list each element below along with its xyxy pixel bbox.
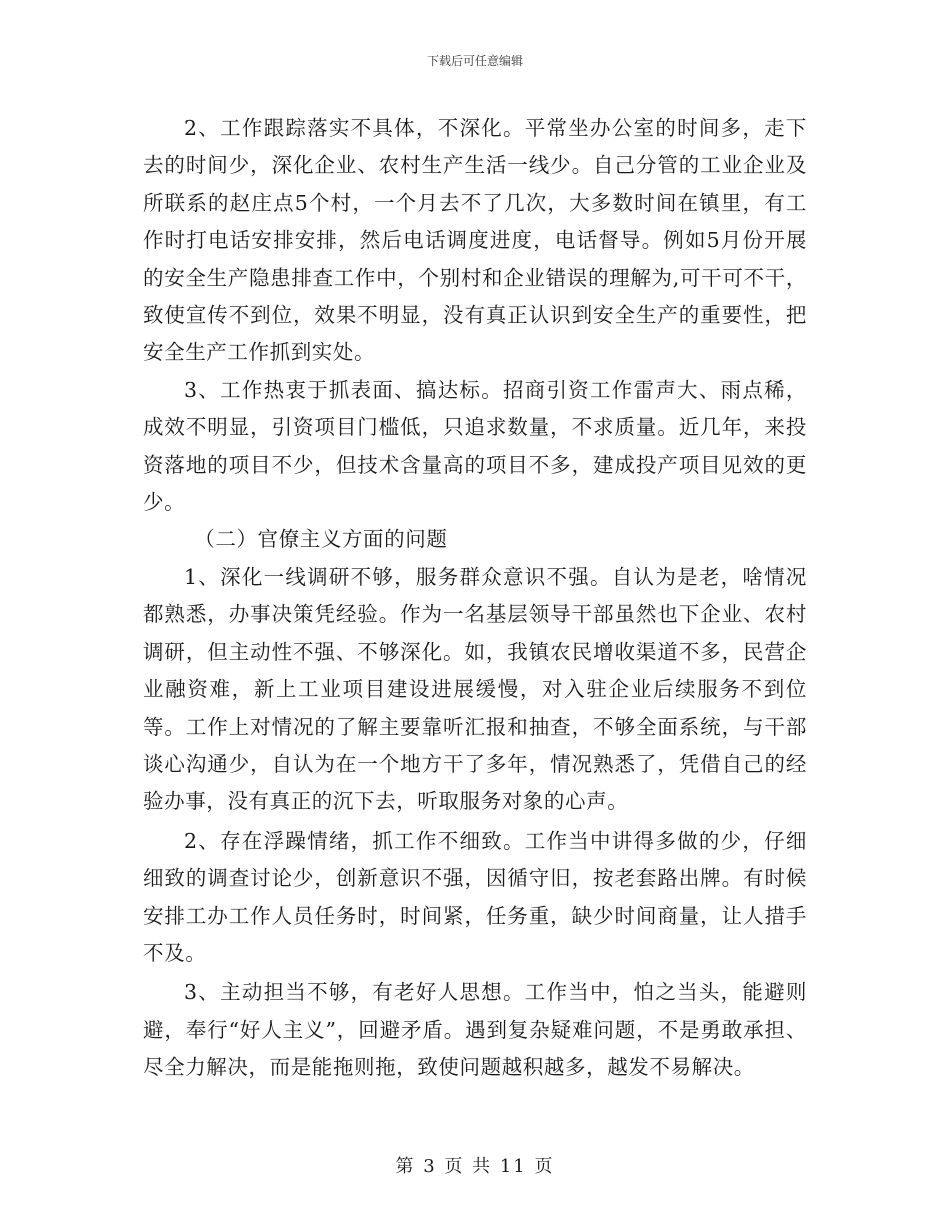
paragraph-impetuous: 2、存在浮躁情绪，抓工作不细致。工作当中讲得多做的少，仔细细致的调查讨论少，创新意识不强，因循守旧，按老套路出牌。有时候安排工办工作人员任务时，时间紧，任务重，缺少时间商量，让人措手不及。: [143, 828, 807, 965]
document-body: [143, 110, 807, 1087]
page-header-note: 下载后可任意编辑: [426, 54, 523, 68]
paragraph-surface-work: 3、工作热衷于抓表面、搞达标。招商引资工作雷声大、雨点稀，成效不明显，引资项目门槛低，只追求数量，不求质量。近几年，来投资落地的项目不少，但技术含量高的项目不多，建成投产项目见效的更少。: [143, 377, 807, 515]
paragraph-research: 1、深化一线调研不够，服务群众意识不强。自认为是老，啥情况都熟悉，办事决策凭经验。作为一名基层领导干部虽然也下企业、农村调研，但主动性不强、不够深化。如，我镇农民增收渠道不多，民营企业融资难，新上工业项目建设进展缓慢，对入驻企业后续服务不到位等。工作上对情况的了解主要靠听汇报和抽查，不够全面系统，与干部谈心沟通少，自认为在一个地方干了多年，情况熟悉了，凭借自己的经验办事，没有真正的沉下去，听取服务对象的心声。: [143, 564, 807, 814]
page-number: 第 3 页 共 11 页: [395, 1156, 555, 1177]
paragraph-work-tracking: 2、工作跟踪落实不具体，不深化。平常坐办公室的时间多，走下去的时间少，深化企业、农村生产生活一线少。自己分管的工业企业及所联系的赵庄点5个村，一个月去不了几次，大多数时间在镇里，有工作时打电话安排安排，然后电话调度进度，电话督导。例如5月份开展的安全生产隐患排查工作中，个别村和企业错误的理解为,可干可不干，致使宣传不到位，效果不明显，没有真正认识到安全生产的重要性，把安全生产工作抓到实处。: [143, 116, 807, 365]
section-heading-bureaucracy: （二）官僚主义方面的问题: [194, 527, 448, 552]
paragraph-responsibility: 3、主动担当不够，有老好人思想。工作当中，怕之当头，能避则避，奉行“好人主义”，回避矛盾。遇到复杂疑难问题，不是勇敢承担、尽全力解决，而是能拖则拖，致使问题越积越多，越发不易解决。: [143, 980, 807, 1080]
